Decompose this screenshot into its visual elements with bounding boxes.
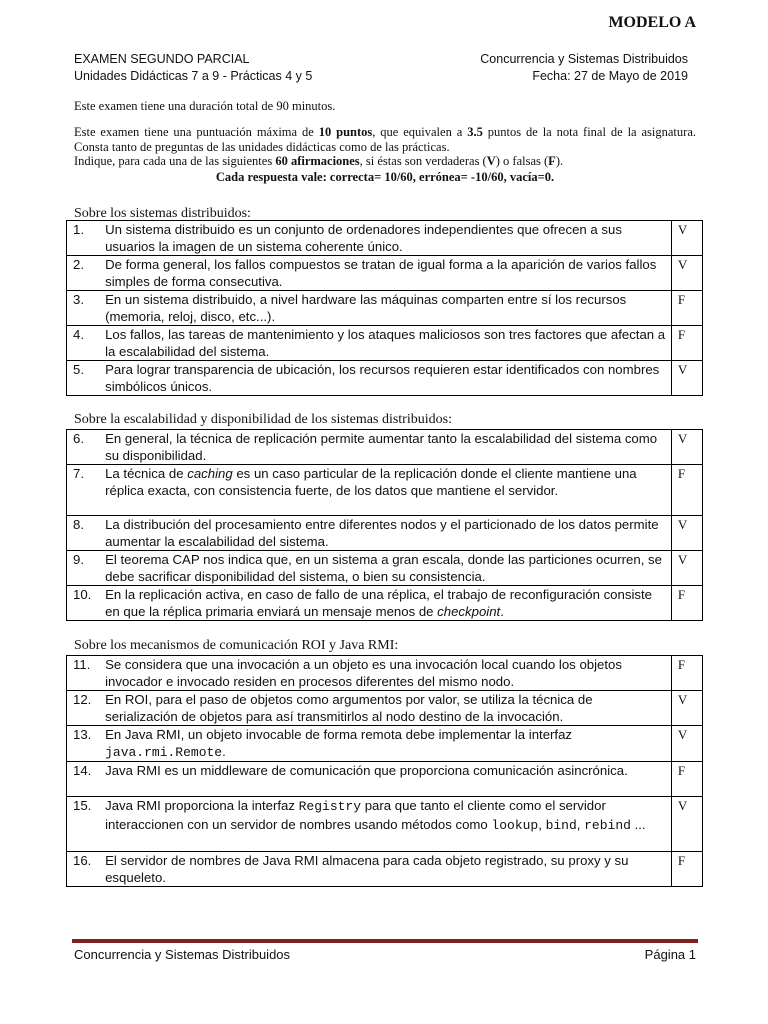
question-text-part: . bbox=[222, 744, 226, 759]
question-text-italic: caching bbox=[187, 466, 233, 481]
question-number: 5. bbox=[67, 361, 98, 396]
question-row bbox=[67, 726, 703, 762]
answer-cell: V bbox=[671, 726, 702, 762]
question-row bbox=[67, 762, 703, 797]
intro-text: Indique, para cada una de las siguientes bbox=[74, 154, 276, 168]
exam-header-right bbox=[480, 51, 688, 85]
model-label: MODELO A bbox=[608, 14, 696, 31]
question-text: El servidor de nombres de Java RMI almacena para cada objeto registrado, su proxy y su esqueleto. bbox=[97, 852, 671, 887]
intro-bold-count: 60 afirmaciones bbox=[275, 154, 360, 168]
question-number: 1. bbox=[67, 221, 98, 256]
question-text: En un sistema distribuido, a nivel hardware las máquinas comparten entre sí los recursos (memoria, reloj, disco, etc...). bbox=[97, 291, 671, 326]
code-text: Registry bbox=[298, 799, 362, 814]
answer-cell: V bbox=[671, 221, 702, 256]
section-title: Sobre la escalabilidad y disponibilidad de los sistemas distribuidos: bbox=[74, 412, 452, 427]
question-row bbox=[67, 291, 703, 326]
code-text: lookup bbox=[491, 818, 539, 833]
question-row bbox=[67, 656, 703, 691]
course-name: Concurrencia y Sistemas Distribuidos bbox=[480, 52, 688, 66]
intro-text: Este examen tiene una puntuación máxima de bbox=[74, 125, 319, 139]
exam-title: EXAMEN SEGUNDO PARCIAL bbox=[74, 52, 250, 66]
question-row bbox=[67, 465, 703, 516]
question-text: Se considera que una invocación a un objeto es una invocación local cuando los objetos invocador e invocado residen en procesos diferentes del mismo nodo. bbox=[97, 656, 671, 691]
code-text: java.rmi.Remote bbox=[105, 745, 223, 760]
intro-text: ) o falsas ( bbox=[495, 154, 549, 168]
footer-course: Concurrencia y Sistemas Distribuidos bbox=[74, 947, 291, 962]
exam-header-left bbox=[74, 51, 312, 85]
question-text bbox=[97, 726, 671, 762]
question-row bbox=[67, 516, 703, 551]
question-row bbox=[67, 852, 703, 887]
footer-divider bbox=[72, 939, 698, 943]
question-number: 6. bbox=[67, 430, 98, 465]
question-text: En ROI, para el paso de objetos como argumentos por valor, se utiliza la técnica de serialización de objetos para así transmitirlos al nodo destino de la invocación. bbox=[97, 691, 671, 726]
question-text-part: En la replicación activa, en caso de fallo de una réplica, el trabajo de reconfiguración consiste en que la réplica primaria enviará un mensaje menos de bbox=[105, 587, 652, 619]
question-row bbox=[67, 551, 703, 586]
answer-cell: F bbox=[671, 852, 702, 887]
code-text: rebind bbox=[584, 818, 631, 833]
answer-cell: V bbox=[671, 691, 702, 726]
question-text: La distribución del procesamiento entre diferentes nodos y el particionado de los datos permite aumentar la escalabilidad del sistema. bbox=[97, 516, 671, 551]
question-text-part: . bbox=[500, 604, 504, 619]
answer-cell: F bbox=[671, 326, 702, 361]
section-title: Sobre los sistemas distribuidos: bbox=[74, 206, 251, 221]
question-row bbox=[67, 361, 703, 396]
question-text-part: La técnica de bbox=[105, 466, 188, 481]
question-number: 11. bbox=[67, 656, 98, 691]
intro-paragraph bbox=[74, 125, 696, 169]
question-text-part: , bbox=[538, 817, 546, 832]
intro-text: ). bbox=[555, 154, 564, 168]
code-text: bind bbox=[545, 818, 577, 833]
answer-cell: F bbox=[671, 762, 702, 797]
question-text-part: para que tanto el cliente como el servidor interaccionen con un servidor de nombres usando métodos como bbox=[105, 798, 606, 832]
answer-cell: F bbox=[671, 656, 702, 691]
question-text-part: Java RMI proporciona la interfaz bbox=[105, 798, 299, 813]
question-text bbox=[97, 465, 671, 516]
question-number: 13. bbox=[67, 726, 98, 762]
question-row bbox=[67, 326, 703, 361]
question-text-part: , bbox=[576, 817, 585, 832]
question-row bbox=[67, 256, 703, 291]
intro-bold-false: F bbox=[548, 154, 556, 168]
question-number: 15. bbox=[67, 797, 98, 852]
question-table bbox=[66, 220, 703, 396]
question-text-italic: checkpoint bbox=[437, 604, 501, 619]
question-text: Para lograr transparencia de ubicación, los recursos requieren estar identificados con nombres simbólicos únicos. bbox=[97, 361, 671, 396]
question-row bbox=[67, 221, 703, 256]
duration-note: Este examen tiene una duración total de 90 minutos. bbox=[74, 99, 336, 113]
answer-cell: V bbox=[671, 256, 702, 291]
question-text: El teorema CAP nos indica que, en un sistema a gran escala, donde las particiones ocurren, se debe sacrificar disponibilidad del sistema, o bien su consistencia. bbox=[97, 551, 671, 586]
answer-cell: F bbox=[671, 465, 702, 516]
question-text bbox=[97, 586, 671, 621]
question-row bbox=[67, 430, 703, 465]
footer-page-number: Página 1 bbox=[644, 947, 696, 962]
intro-text: , que equivalen a bbox=[372, 125, 468, 139]
question-table bbox=[66, 429, 703, 621]
intro-bold-points: 10 puntos bbox=[318, 125, 373, 139]
question-number: 7. bbox=[67, 465, 98, 516]
question-row bbox=[67, 586, 703, 621]
question-table bbox=[66, 655, 703, 887]
answer-cell: V bbox=[671, 361, 702, 396]
exam-date: Fecha: 27 de Mayo de 2019 bbox=[532, 69, 688, 83]
question-number: 10. bbox=[67, 586, 98, 621]
answer-cell: V bbox=[671, 430, 702, 465]
intro-text: , si éstas son verdaderas ( bbox=[359, 154, 487, 168]
question-text: Java RMI es un middleware de comunicación que proporciona comunicación asincrónica. bbox=[97, 762, 671, 797]
question-text: Un sistema distribuido es un conjunto de ordenadores independientes que ofrecen a sus usuarios la imagen de un sistema coherente único. bbox=[97, 221, 671, 256]
answer-cell: V bbox=[671, 797, 702, 852]
intro-bold-value: 3.5 bbox=[467, 125, 483, 139]
question-text-part: ... bbox=[630, 817, 646, 832]
answer-cell: F bbox=[671, 586, 702, 621]
question-number: 16. bbox=[67, 852, 98, 887]
question-number: 3. bbox=[67, 291, 98, 326]
question-text bbox=[97, 797, 671, 852]
answer-cell: V bbox=[671, 551, 702, 586]
question-number: 12. bbox=[67, 691, 98, 726]
question-number: 2. bbox=[67, 256, 98, 291]
question-number: 4. bbox=[67, 326, 98, 361]
question-number: 8. bbox=[67, 516, 98, 551]
question-text: Los fallos, las tareas de mantenimiento y los ataques maliciosos son tres factores que afectan a la escalabilidad del sistema. bbox=[97, 326, 671, 361]
intro-text: puntos de la nota final de la asignatura. Consta tanto de preguntas de las unidades didácticas como de las prácticas. bbox=[74, 125, 696, 154]
answer-cell: F bbox=[671, 291, 702, 326]
answer-cell: V bbox=[671, 516, 702, 551]
section-title: Sobre los mecanismos de comunicación ROI y Java RMI: bbox=[74, 638, 399, 653]
question-text-part: En Java RMI, un objeto invocable de forma remota debe implementar la interfaz bbox=[105, 727, 573, 742]
exam-units: Unidades Didácticas 7 a 9 - Prácticas 4 y 5 bbox=[74, 69, 313, 83]
question-number: 9. bbox=[67, 551, 98, 586]
scoring-rule: Cada respuesta vale: correcta= 10/60, errónea= -10/60, vacía=0. bbox=[215, 170, 555, 184]
question-text: De forma general, los fallos compuestos se tratan de igual forma a la aparición de varios fallos simples de forma consecutiva. bbox=[97, 256, 671, 291]
question-text: En general, la técnica de replicación permite aumentar tanto la escalabilidad del sistema como su disponibilidad. bbox=[97, 430, 671, 465]
question-number: 14. bbox=[67, 762, 98, 797]
question-row bbox=[67, 797, 703, 852]
question-row bbox=[67, 691, 703, 726]
question-text-part: es un caso particular de la replicación donde el cliente mantiene una réplica exacta, con consistencia fuerte, de los datos que mantiene el servidor. bbox=[105, 466, 637, 498]
intro-bold-true: V bbox=[486, 154, 496, 168]
